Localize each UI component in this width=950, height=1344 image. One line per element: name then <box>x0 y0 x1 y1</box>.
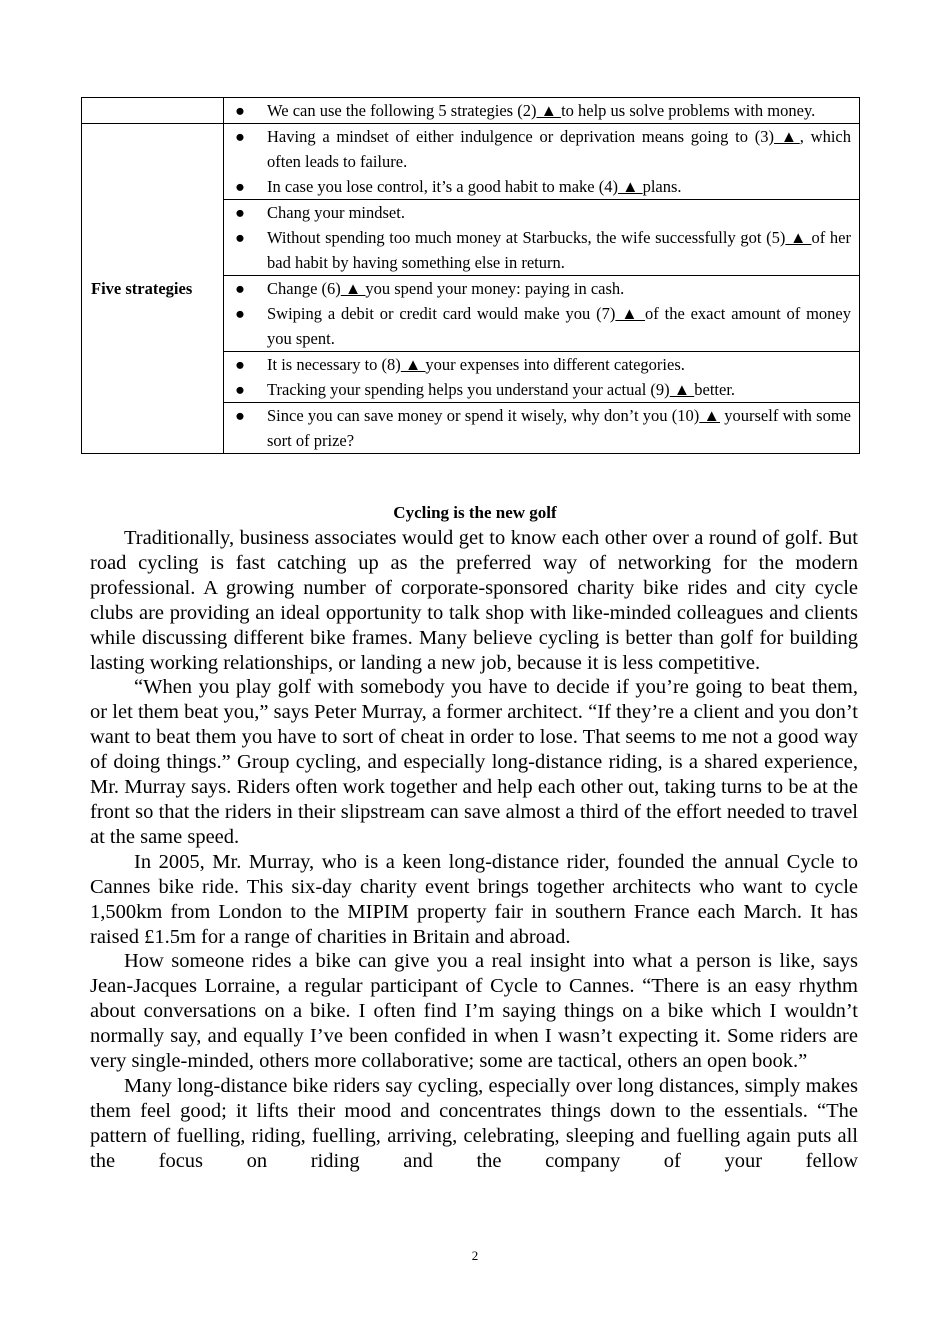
paragraph: Many long-distance bike riders say cycling, especially over long distances, simply makes them feel good; it lifts their mood and concentrates things down to the essentials. “The pattern of fuelling, riding, fuelling, arriving, celebrating, sleeping and fuelling again puts all the focus on riding and the company of your fellow <box>90 1074 858 1172</box>
article-title: Cycling is the new golf <box>393 503 557 522</box>
item-text: yourself with some sort of prize? <box>267 406 851 450</box>
bullet-icon: ● <box>235 101 245 120</box>
paragraph: “When you play golf with somebody you have to decide if you’re going to beat them, or let them beat you,” says Peter Murray, a former architect. “If they’re a client and you don’t want to beat them you have to sort of cheat in order to lose. That seems to me not a good way of doing things.” Group cycling, and especially long-distance riding, is a shared experience, Mr. Murray says. Riders often work together and help each other out, taking turns to be at the front so that the riders in their slipstream can save almost a third of the effort needed to travel at the same speed. <box>90 676 858 848</box>
bullet-icon: ● <box>235 406 245 425</box>
bullet-item <box>224 200 859 225</box>
item-text: It is necessary to (8) <box>267 355 401 374</box>
content-cell <box>224 200 860 276</box>
content-cell <box>224 352 860 403</box>
paragraph: In 2005, Mr. Murray, who is a keen long-distance rider, founded the annual Cycle to Cannes bike ride. This six-day charity event brings together architects who want to cycle 1,500km from London to the MIPIM property fair in southern France each March. It has raised £1.5m for a range of charities in Britain and abroad. <box>90 850 858 948</box>
item-text: Swiping a debit or credit card would make you (7) <box>267 304 616 323</box>
item-text: Having a mindset of either indulgence or deprivation means going to (3) <box>267 127 775 146</box>
answer-blank: ▲ <box>618 177 643 196</box>
row-label: Five strategies <box>91 279 193 298</box>
strategies-table <box>81 97 860 454</box>
item-text: your expenses into different categories. <box>425 355 685 374</box>
item-text: you spend your money: paying in cash. <box>365 279 625 298</box>
item-text: of the exact amount of money you spent. <box>267 304 851 348</box>
bullet-item <box>224 377 859 402</box>
item-text: of her bad habit by having something else in return. <box>267 228 851 272</box>
bullet-item <box>224 174 859 199</box>
bullet-icon: ● <box>235 279 245 298</box>
answer-blank: ▲ <box>699 406 720 425</box>
bullet-icon: ● <box>235 127 245 146</box>
answer-blank: ▲ <box>536 101 562 120</box>
page-number: 2 <box>471 1248 479 1263</box>
article-body <box>90 526 858 1174</box>
bullet-item <box>224 98 859 123</box>
bullet-icon: ● <box>235 304 245 323</box>
content-cell <box>224 403 860 454</box>
item-text: Tracking your spending helps you understand your actual (9) <box>267 380 670 399</box>
item-text: , which often leads to failure. <box>267 127 851 171</box>
item-text: Chang your mindset. <box>267 203 405 222</box>
item-text: plans. <box>642 177 682 196</box>
table-row <box>82 98 860 124</box>
label-cell <box>82 124 224 454</box>
content-cell <box>224 276 860 352</box>
answer-blank: ▲ <box>400 355 426 374</box>
bullet-item <box>224 276 859 301</box>
item-text: Since you can save money or spend it wisely, why don’t you (10) <box>267 406 700 425</box>
bullet-icon: ● <box>235 228 245 247</box>
bullet-item <box>224 124 859 174</box>
item-text: better. <box>694 380 736 399</box>
label-cell <box>82 98 224 124</box>
item-text: We can use the following 5 strategies (2) <box>267 101 537 120</box>
answer-blank: ▲ <box>785 228 812 247</box>
bullet-item <box>224 301 859 351</box>
answer-blank: ▲ <box>340 279 366 298</box>
answer-blank: ▲ <box>669 380 695 399</box>
paragraph: How someone rides a bike can give you a real insight into what a person is like, says Jean-Jacques Lorraine, a regular participant of Cycle to Cannes. “There is an easy rhythm about conversations on a bike. I often find I’m saying things on a bike which I wouldn’t normally say, and equally I’ve been confided in when I wasn’t expecting it. Some riders are very single-minded, others more collaborative; some are tactical, others an open book.” <box>90 950 858 1073</box>
paragraph: Traditionally, business associates would get to know each other over a round of golf. But road cycling is fast catching up as the preferred way of networking for the modern professional. A growing number of corporate-sponsored charity bike rides and city cycle clubs are providing an ideal opportunity to talk shop with like-minded colleagues and clients while discussing different bike frames. Many believe cycling is better than golf for building lasting working relationships, or landing a new job, because it is less competitive. <box>90 527 858 674</box>
answer-blank: ▲ <box>615 304 646 323</box>
content-cell <box>224 124 860 200</box>
item-text: In case you lose control, it’s a good habit to make (4) <box>267 177 618 196</box>
answer-blank: ▲ <box>774 127 800 146</box>
item-text: Without spending too much money at Starbucks, the wife successfully got (5) <box>267 228 786 247</box>
bullet-icon: ● <box>235 203 245 222</box>
bullet-icon: ● <box>235 177 245 196</box>
bullet-item <box>224 352 859 377</box>
item-text: to help us solve problems with money. <box>561 101 816 120</box>
item-text: Change (6) <box>267 279 341 298</box>
bullet-icon: ● <box>235 355 245 374</box>
bullet-item <box>224 225 859 275</box>
bullet-icon: ● <box>235 380 245 399</box>
content-cell <box>224 98 860 124</box>
bullet-item <box>224 403 859 453</box>
table-row <box>82 124 860 200</box>
